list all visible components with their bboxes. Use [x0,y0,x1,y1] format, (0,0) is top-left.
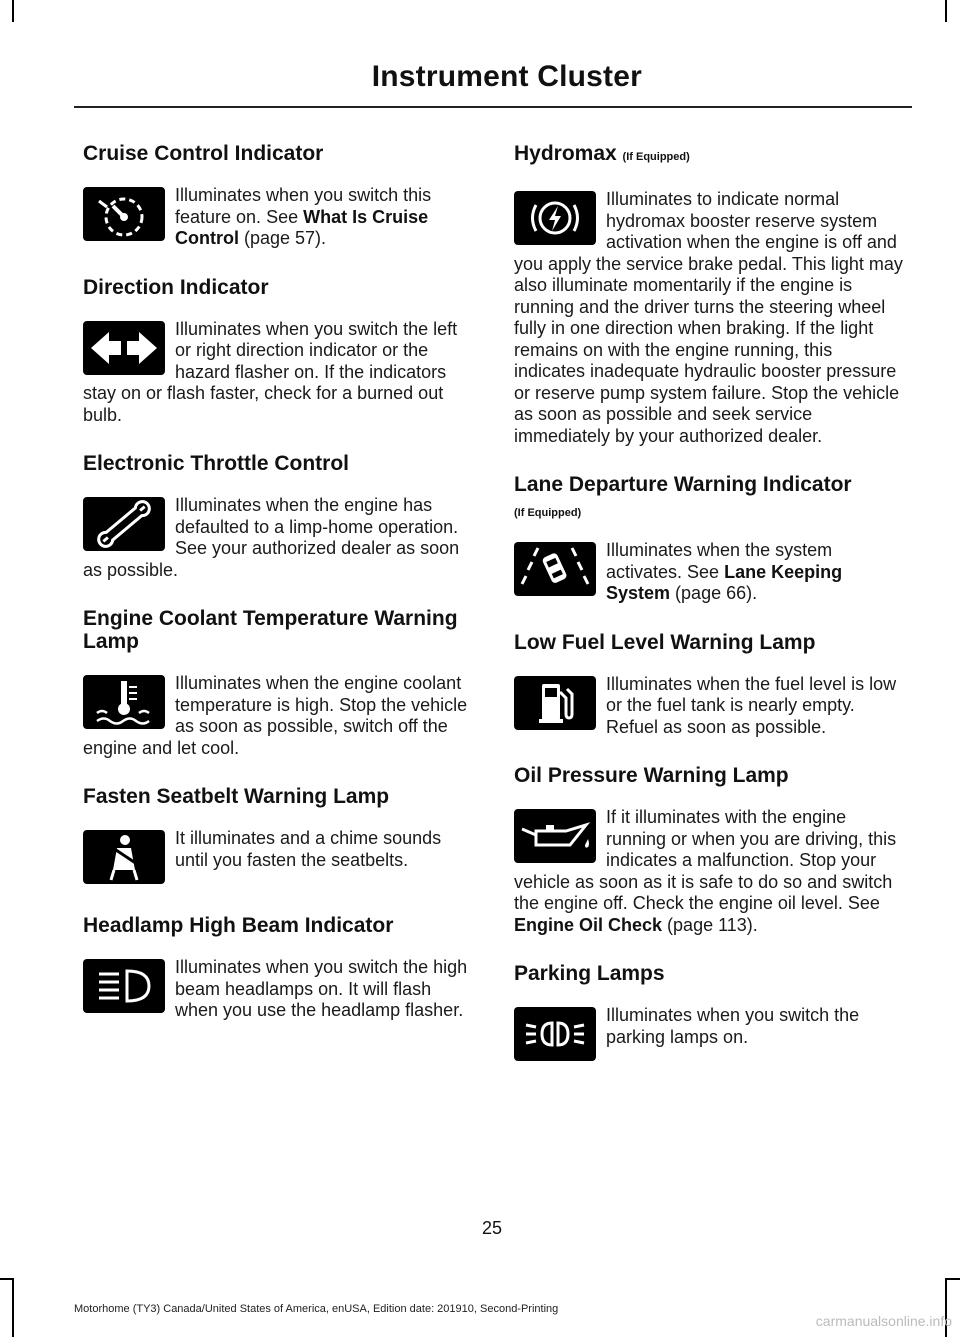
section-hydromax [514,142,906,447]
section-text: Illuminates when the engine has defaulted to a limp-home operation. See your authorized dealer as soon as possible. [83,495,460,580]
section-lane-departure [514,473,906,605]
section-title: Parking Lamps [514,962,665,985]
wrench-icon [83,497,165,551]
section-text: Illuminates when you switch the parking lamps on. [606,1005,860,1047]
lane-departure-icon [514,542,596,596]
fuel-pump-icon [514,676,596,730]
section-title: Engine Coolant Temperature Warning Lamp [83,607,458,653]
oil-can-icon [514,809,596,863]
section-text: Illuminates to indicate normal hydromax booster reserve system activation when the engine is off and you apply the service brake pedal. This light may also illuminate momentarily if the engine is running and the driver turns the steering wheel fully in one direction when braking. If the light remains on with the engine running, this indicates inadequate hydraulic booster pressure or reserve pump system failure. Stop the vehicle as soon as possible and seek service immediately by your authorized dealer. [514,189,903,446]
page-title: Instrument Cluster [371,60,642,93]
if-equipped-label: (If Equipped) [622,151,690,163]
high-beam-icon [83,959,165,1013]
section-direction-indicator [83,276,475,427]
parking-lamps-icon [514,1007,596,1061]
section-low-fuel [514,631,906,739]
section-title: Electronic Throttle Control [83,452,350,475]
section-text: Illuminates when the system activates. See Lane Keeping System (page 66). [606,540,843,603]
section-electronic-throttle [83,452,475,581]
left-column [83,142,475,1022]
edition-footer: Motorhome (TY3) Canada/United States of America, enUSA, Edition date: 201910, Second-Printing [74,1303,559,1315]
section-text: Illuminates when the engine coolant temperature is high. Stop the vehicle as soon as possible, switch off the engine and let cool. [83,673,468,758]
section-text: Illuminates when you switch the high beam headlamps on. It will flash when you use the headlamp flasher. [175,957,468,1020]
direction-arrows-icon [83,321,165,375]
section-high-beam [83,914,475,1022]
section-title: Cruise Control Indicator [83,142,324,165]
right-column [514,142,906,1065]
section-title: Direction Indicator [83,275,269,299]
seatbelt-icon [83,830,165,884]
section-text: Illuminates when you switch the left or right direction indicator or the hazard flasher on. If the indicators stay on or flash faster, check for a burned out bulb. [83,318,458,425]
section-title: Low Fuel Level Warning Lamp [514,630,816,654]
section-fasten-seatbelt [83,785,475,888]
section-text: Illuminates when the fuel level is low or the fuel tank is nearly empty. Refuel as soon as possible. [606,673,897,737]
section-title: Headlamp High Beam Indicator [83,914,394,937]
section-oil-pressure [514,764,906,936]
section-parking-lamps [514,962,906,1065]
section-coolant-temperature [83,607,475,759]
section-title: Fasten Seatbelt Warning Lamp [83,785,390,808]
speedometer-icon [83,187,165,241]
crop-mark [945,1278,960,1280]
link-what-is-cruise-control[interactable]: What Is Cruise Control [175,206,429,248]
section-text: Illuminates when you switch this feature on. See What Is Cruise Control (page 57). [175,185,432,248]
crop-mark [0,1278,14,1280]
link-lane-keeping-system[interactable]: Lane Keeping System [606,561,843,603]
page-number: 25 [481,1218,503,1238]
crop-mark [12,1278,14,1337]
section-title: Hydromax (If Equipped) [514,142,690,165]
section-text: It illuminates and a chime sounds until you fasten the seatbelts. [175,828,442,870]
section-cruise-control [83,142,475,250]
crop-mark [945,0,947,22]
page-header [74,60,912,108]
hydromax-brake-icon [514,191,596,245]
crop-mark [12,0,14,22]
link-engine-oil-check[interactable]: Engine Oil Check [514,914,663,935]
section-text: If it illuminates with the engine running or when you are driving, this indicates a malfunction. Stop your vehicle as soon as it is safe to do so and switch the engine off. Check the engine oil level. See Engine Oil Check (page 113). [514,807,897,935]
if-equipped-label: (If Equipped) [514,507,582,519]
coolant-temperature-icon [83,675,165,729]
section-title: Lane Departure Warning Indicator [514,473,852,496]
watermark: carmanualsonline.info [815,1313,952,1329]
section-title: Oil Pressure Warning Lamp [514,764,789,787]
